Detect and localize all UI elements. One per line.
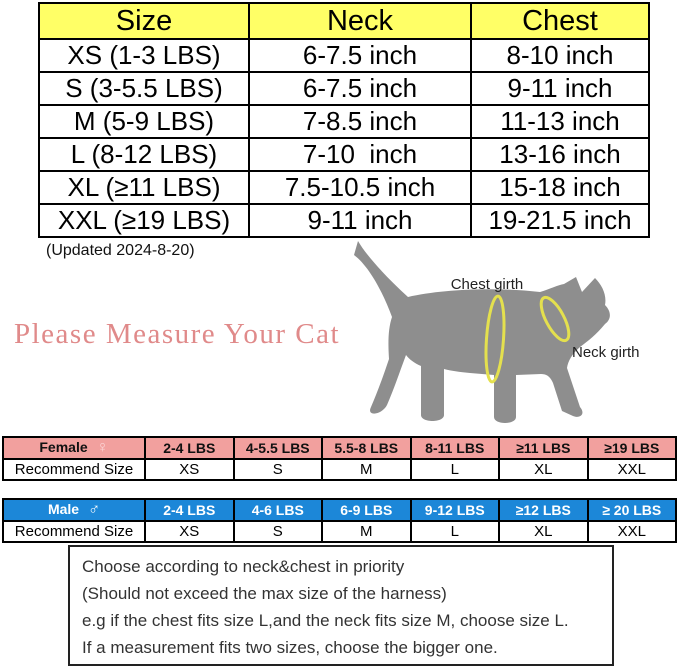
male-weight-cell: 4-6 LBS — [234, 499, 323, 521]
chest-cell: 11-13 inch — [471, 105, 649, 138]
size-chart-header-row — [39, 3, 649, 39]
table-row — [39, 204, 649, 237]
neck-cell: 6-7.5 inch — [249, 72, 471, 105]
male-size-cell: S — [234, 521, 323, 542]
chest-girth-label: Chest girth — [450, 276, 524, 293]
updated-date-note: (Updated 2024-8-20) — [46, 242, 195, 259]
male-size-cell: XXL — [588, 521, 677, 542]
male-size-table — [2, 498, 677, 543]
neck-cell: 7-10 inch — [249, 138, 471, 171]
neck-cell: 6-7.5 inch — [249, 39, 471, 72]
female-size-table — [2, 436, 677, 481]
neck-cell: 9-11 inch — [249, 204, 471, 237]
recommend-size-label: Recommend Size — [3, 459, 145, 480]
size-cell: XL (≥11 LBS) — [39, 171, 249, 204]
female-size-cell: L — [411, 459, 500, 480]
male-weight-cell: ≥12 LBS — [499, 499, 588, 521]
table-row — [39, 171, 649, 204]
female-weight-cell: ≥11 LBS — [499, 437, 588, 459]
male-header-row — [3, 499, 676, 521]
size-column-header: Size — [39, 3, 249, 39]
note-line: If a measurement fits two sizes, choose the bigger one. — [82, 638, 498, 657]
table-row — [39, 72, 649, 105]
female-weight-cell: 4-5.5 LBS — [234, 437, 323, 459]
male-weight-cell: 9-12 LBS — [411, 499, 500, 521]
chest-cell: 19-21.5 inch — [471, 204, 649, 237]
size-cell: L (8-12 LBS) — [39, 138, 249, 171]
female-size-cell: XL — [499, 459, 588, 480]
male-label-cell — [3, 499, 145, 521]
male-size-cell: M — [322, 521, 411, 542]
female-size-row — [3, 459, 676, 480]
male-label: Male — [47, 501, 80, 517]
female-header-row — [3, 437, 676, 459]
size-cell: S (3-5.5 LBS) — [39, 72, 249, 105]
neck-column-header: Neck — [249, 3, 471, 39]
size-cell: XS (1-3 LBS) — [39, 39, 249, 72]
size-cell: M (5-9 LBS) — [39, 105, 249, 138]
cat-measurement-diagram — [350, 235, 679, 435]
female-weight-cell: 8-11 LBS — [411, 437, 500, 459]
recommend-size-label: Recommend Size — [3, 521, 145, 542]
chest-cell: 9-11 inch — [471, 72, 649, 105]
male-weight-cell: 6-9 LBS — [322, 499, 411, 521]
male-size-cell: XL — [499, 521, 588, 542]
cat-silhouette — [354, 241, 610, 423]
chest-cell: 13-16 inch — [471, 138, 649, 171]
note-line: Choose according to neck&chest in priority — [82, 557, 405, 576]
neck-girth-label: Neck girth — [572, 344, 640, 361]
male-weight-cell: 2-4 LBS — [145, 499, 234, 521]
neck-cell: 7.5-10.5 inch — [249, 171, 471, 204]
chest-cell: 8-10 inch — [471, 39, 649, 72]
table-row — [39, 138, 649, 171]
female-weight-cell: 2-4 LBS — [145, 437, 234, 459]
chest-cell: 15-18 inch — [471, 171, 649, 204]
sizing-notes-box — [68, 545, 614, 666]
male-size-cell: L — [411, 521, 500, 542]
male-weight-cell: ≥ 20 LBS — [588, 499, 677, 521]
female-size-cell: M — [322, 459, 411, 480]
female-icon: ♀ — [96, 439, 109, 456]
chest-column-header: Chest — [471, 3, 649, 39]
neck-cell: 7-8.5 inch — [249, 105, 471, 138]
male-size-cell: XS — [145, 521, 234, 542]
female-weight-cell: ≥19 LBS — [588, 437, 677, 459]
note-line: e.g if the chest fits size L,and the neck fits size M, choose size L. — [82, 611, 569, 630]
male-size-row — [3, 521, 676, 542]
table-row — [39, 105, 649, 138]
female-size-cell: XXL — [588, 459, 677, 480]
note-line: (Should not exceed the max size of the harness) — [82, 584, 447, 603]
female-weight-cell: 5.5-8 LBS — [322, 437, 411, 459]
measure-heading: Please Measure Your Cat — [14, 318, 341, 350]
size-cell: XXL (≥19 LBS) — [39, 204, 249, 237]
female-size-cell: S — [234, 459, 323, 480]
female-label: Female — [39, 439, 88, 455]
female-label-cell — [3, 437, 145, 459]
female-size-cell: XS — [145, 459, 234, 480]
table-row — [39, 39, 649, 72]
size-chart-table — [38, 2, 650, 238]
male-icon: ♂ — [88, 501, 101, 518]
